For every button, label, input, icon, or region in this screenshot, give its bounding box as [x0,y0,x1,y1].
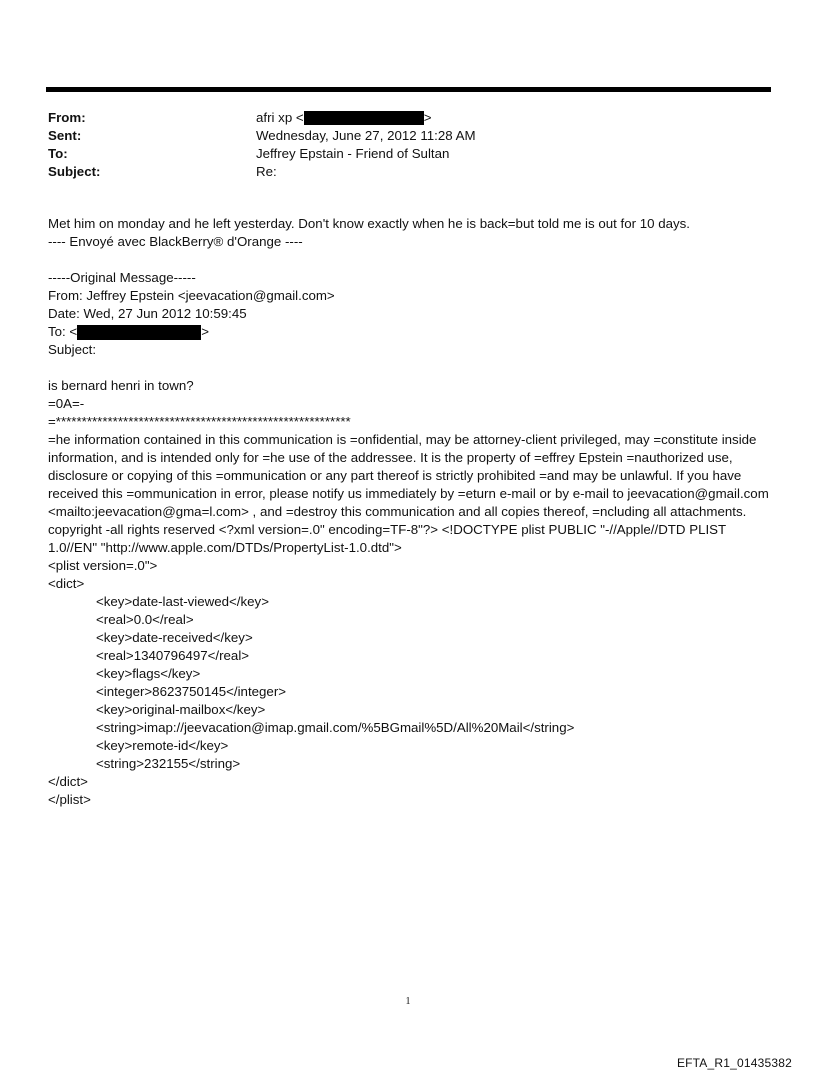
confidentiality-disclaimer: =he information contained in this communication is =onfidential, may be attorney-client privileged, may =constitute inside information, and is intended only for =he use of the addressee. It is the property of =effrey Epstein =nauthorized use, disclosure or copying of this =ommunication or any part thereof is strictly prohibited =and may be unlawful. If you have received this =ommunication in error, please notify us immediately by =eturn e-mail or by e-mail to jeevacation@gmail.com <mailto:jeevacation@gma=l.com> , and =destroy this communication and all copies thereof, =ncluding all attachments. copyright -all rights reserved <?xml version=.0" encoding=TF-8"?> <!DOCTYPE plist PUBLIC "-//Apple//DTD PLIST 1.0//EN" "http://www.apple.com/DTDs/PropertyList-1.0.dtd"> [48,432,769,555]
subject-label: Subject: [48,164,101,179]
plist-entry: <key>date-last-viewed</key> [96,594,269,609]
header-rule [46,87,771,92]
dict-close: </dict> [48,774,88,789]
original-separator: -----Original Message----- [48,270,196,285]
plist-open: <plist version=.0"> [48,558,158,573]
original-date: Date: Wed, 27 Jun 2012 10:59:45 [48,306,247,321]
reply-line-1: Met him on monday and he left yesterday. Don't know exactly when he is back=but told me is out for 10 days. [48,216,690,231]
original-subject: Subject: [48,342,97,357]
sent-value: Wednesday, June 27, 2012 11:28 AM [256,128,476,143]
original-to-prefix: To: < [48,324,78,339]
plist-entry: <integer>8623750145</integer> [96,684,287,699]
original-to [48,323,770,341]
document-id: EFTA_R1_01435382 [676,1056,792,1070]
page-number: 1 [405,996,411,1007]
message-stars: =********************************************************* [48,414,351,429]
to-label: To: [48,146,68,161]
dict-open: <dict> [48,576,85,591]
plist-entry: <real>0.0</real> [96,612,194,627]
message-question: is bernard henri in town? [48,378,194,393]
redaction-box [77,325,201,340]
plist-entry: <string>232155</string> [96,756,241,771]
redaction-box [304,111,424,125]
message-encoded: =0A=- [48,396,85,411]
reply-line-2: ---- Envoyé avec BlackBerry® d'Orange ---- [48,234,303,249]
to-value: Jeffrey Epstain - Friend of Sultan [256,146,450,161]
plist-entry: <real>1340796497</real> [96,648,250,663]
plist-entry: <key>flags</key> [96,666,201,681]
email-body [48,215,770,809]
subject-value: Re: [256,164,277,179]
plist-entry: <key>original-mailbox</key> [96,702,266,717]
plist-entry: <key>remote-id</key> [96,738,229,753]
sent-label: Sent: [48,128,82,143]
plist-entry: <key>date-received</key> [96,630,253,645]
original-to-suffix: > [201,324,209,339]
from-label: From: [48,110,86,125]
plist-close: </plist> [48,792,91,807]
original-from: From: Jeffrey Epstein <jeevacation@gmail.com> [48,288,335,303]
from-open-bracket: < [295,110,304,125]
from-value [256,109,431,127]
from-close-bracket: > [423,110,432,125]
plist-entry: <string>imap://jeevacation@imap.gmail.com/%5BGmail%5D/All%20Mail</string> [96,720,575,735]
from-name: afri xp [256,110,293,125]
